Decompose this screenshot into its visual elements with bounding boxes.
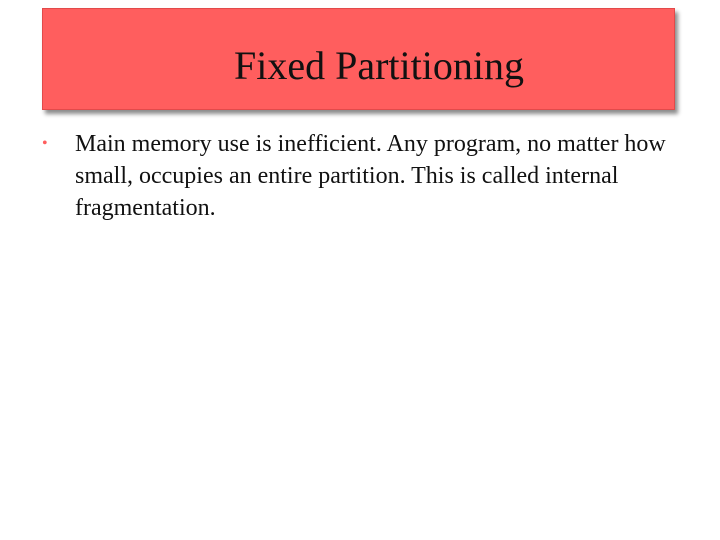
bullet-marker: • [42,135,48,152]
slide-content [42,128,682,224]
slide-title: Fixed Partitioning [234,43,524,88]
bullet-item [42,128,682,224]
bullet-text: Main memory use is inefficient. Any program, no matter how small, occupies an entire partition. This is called internal fragmentation. [75,131,666,221]
